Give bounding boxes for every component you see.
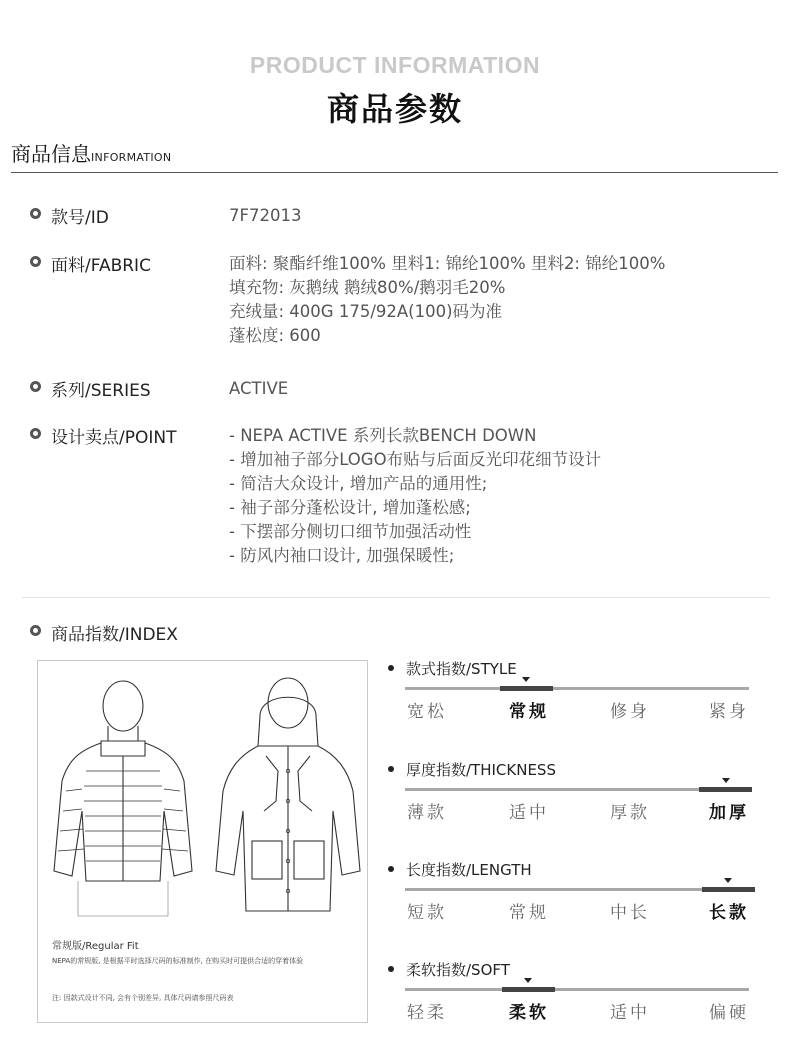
bullet-icon [30,428,41,439]
section-title-en: INFORMATION [91,151,172,164]
point-line: - 防风内袖口设计, 加强保暖性; [229,546,455,565]
param-label: 系列/SERIES [51,381,151,401]
param-value: 7F72013 [229,206,302,225]
section-divider [11,172,778,173]
index-selected-segment [502,987,555,992]
fit-caption-note: NEPA的常规版, 是根据平时选择尺码的标准制作, 在购买时可提供合适的穿着体验 [52,957,304,965]
fit-figure [37,660,368,1023]
divider [22,597,770,598]
fit-caption-title: 常规版/Regular Fit [52,941,139,952]
point-line: - 袖子部分蓬松设计, 增加蓬松感; [229,498,471,517]
index-option: 短款 [407,903,447,923]
index-option: 紧身 [709,702,749,722]
fabric-line: 充绒量: 400G 175/92A(100)码为准 [229,302,503,321]
index-title: 款式指数/STYLE [406,660,517,678]
bullet-icon [388,966,394,972]
index-thickness [388,759,758,829]
index-selected-segment [500,686,553,691]
fit-caption-footer: 注: 因款式设计不同, 会有个别差异, 具体尺码请参照尺码表 [52,994,234,1002]
front-jacket-drawing [54,681,192,916]
index-option: 厚款 [610,803,650,823]
point-line: - NEPA ACTIVE 系列长款BENCH DOWN [229,426,537,445]
index-marker-icon [724,878,732,883]
section-title-cn: 商品信息 [11,142,91,166]
header-title-en: PRODUCT INFORMATION [249,52,541,78]
param-label: 商品指数/INDEX [51,625,178,645]
index-option: 薄款 [407,803,447,823]
index-marker-icon [522,677,530,682]
index-marker-icon [524,978,532,983]
bullet-icon [30,256,41,267]
index-option: 常规 [509,903,549,923]
bullet-icon [30,208,41,219]
param-value [229,252,665,348]
point-line: - 下摆部分侧切口细节加强活动性 [229,522,472,541]
bullet-icon [388,665,394,671]
point-line: - 增加袖子部分LOGO布贴与后面反光印花细节设计 [229,450,602,469]
fabric-line: 面料: 聚酯纤维100% 里料1: 锦纶100% 里料2: 锦纶100% [229,254,666,273]
index-option: 偏硬 [709,1003,749,1023]
index-marker-icon [722,778,730,783]
index-title: 厚度指数/THICKNESS [406,761,556,779]
index-option: 适中 [610,1003,650,1023]
index-option: 修身 [610,702,650,722]
index-option: 适中 [509,803,549,823]
index-option: 轻柔 [407,1003,447,1023]
index-title: 长度指数/LENGTH [406,861,532,879]
index-selected-segment [702,887,755,892]
point-line: - 简洁大众设计, 增加产品的通用性; [229,474,488,493]
jacket-illustration [38,661,369,931]
param-value [229,424,601,568]
index-option-selected: 常规 [509,702,549,722]
index-option: 中长 [610,903,650,923]
index-soft [388,959,758,1029]
index-option-selected: 柔软 [509,1003,549,1023]
back-jacket-drawing [216,678,360,911]
index-option-selected: 加厚 [709,803,749,823]
index-option-selected: 长款 [709,903,749,923]
index-track [405,788,749,791]
index-track [405,988,749,991]
index-option: 宽松 [407,702,447,722]
bullet-icon [388,766,394,772]
fabric-line: 填充物: 灰鹅绒 鹅绒80%/鹅羽毛20% [229,278,506,297]
bullet-icon [388,866,394,872]
index-track [405,888,749,891]
param-label: 设计卖点/POINT [51,428,177,448]
fabric-line: 蓬松度: 600 [229,326,321,345]
index-style [388,658,758,728]
index-title: 柔软指数/SOFT [406,961,510,979]
param-label: 款号/ID [51,208,109,228]
index-length [388,859,758,929]
header-title-cn: 商品参数 [326,90,463,128]
index-selected-segment [699,787,752,792]
bullet-icon [30,625,41,636]
param-value: ACTIVE [229,379,289,398]
section-title [11,138,171,167]
bullet-icon [30,381,41,392]
index-track [405,687,749,690]
param-label: 面料/FABRIC [51,256,151,276]
